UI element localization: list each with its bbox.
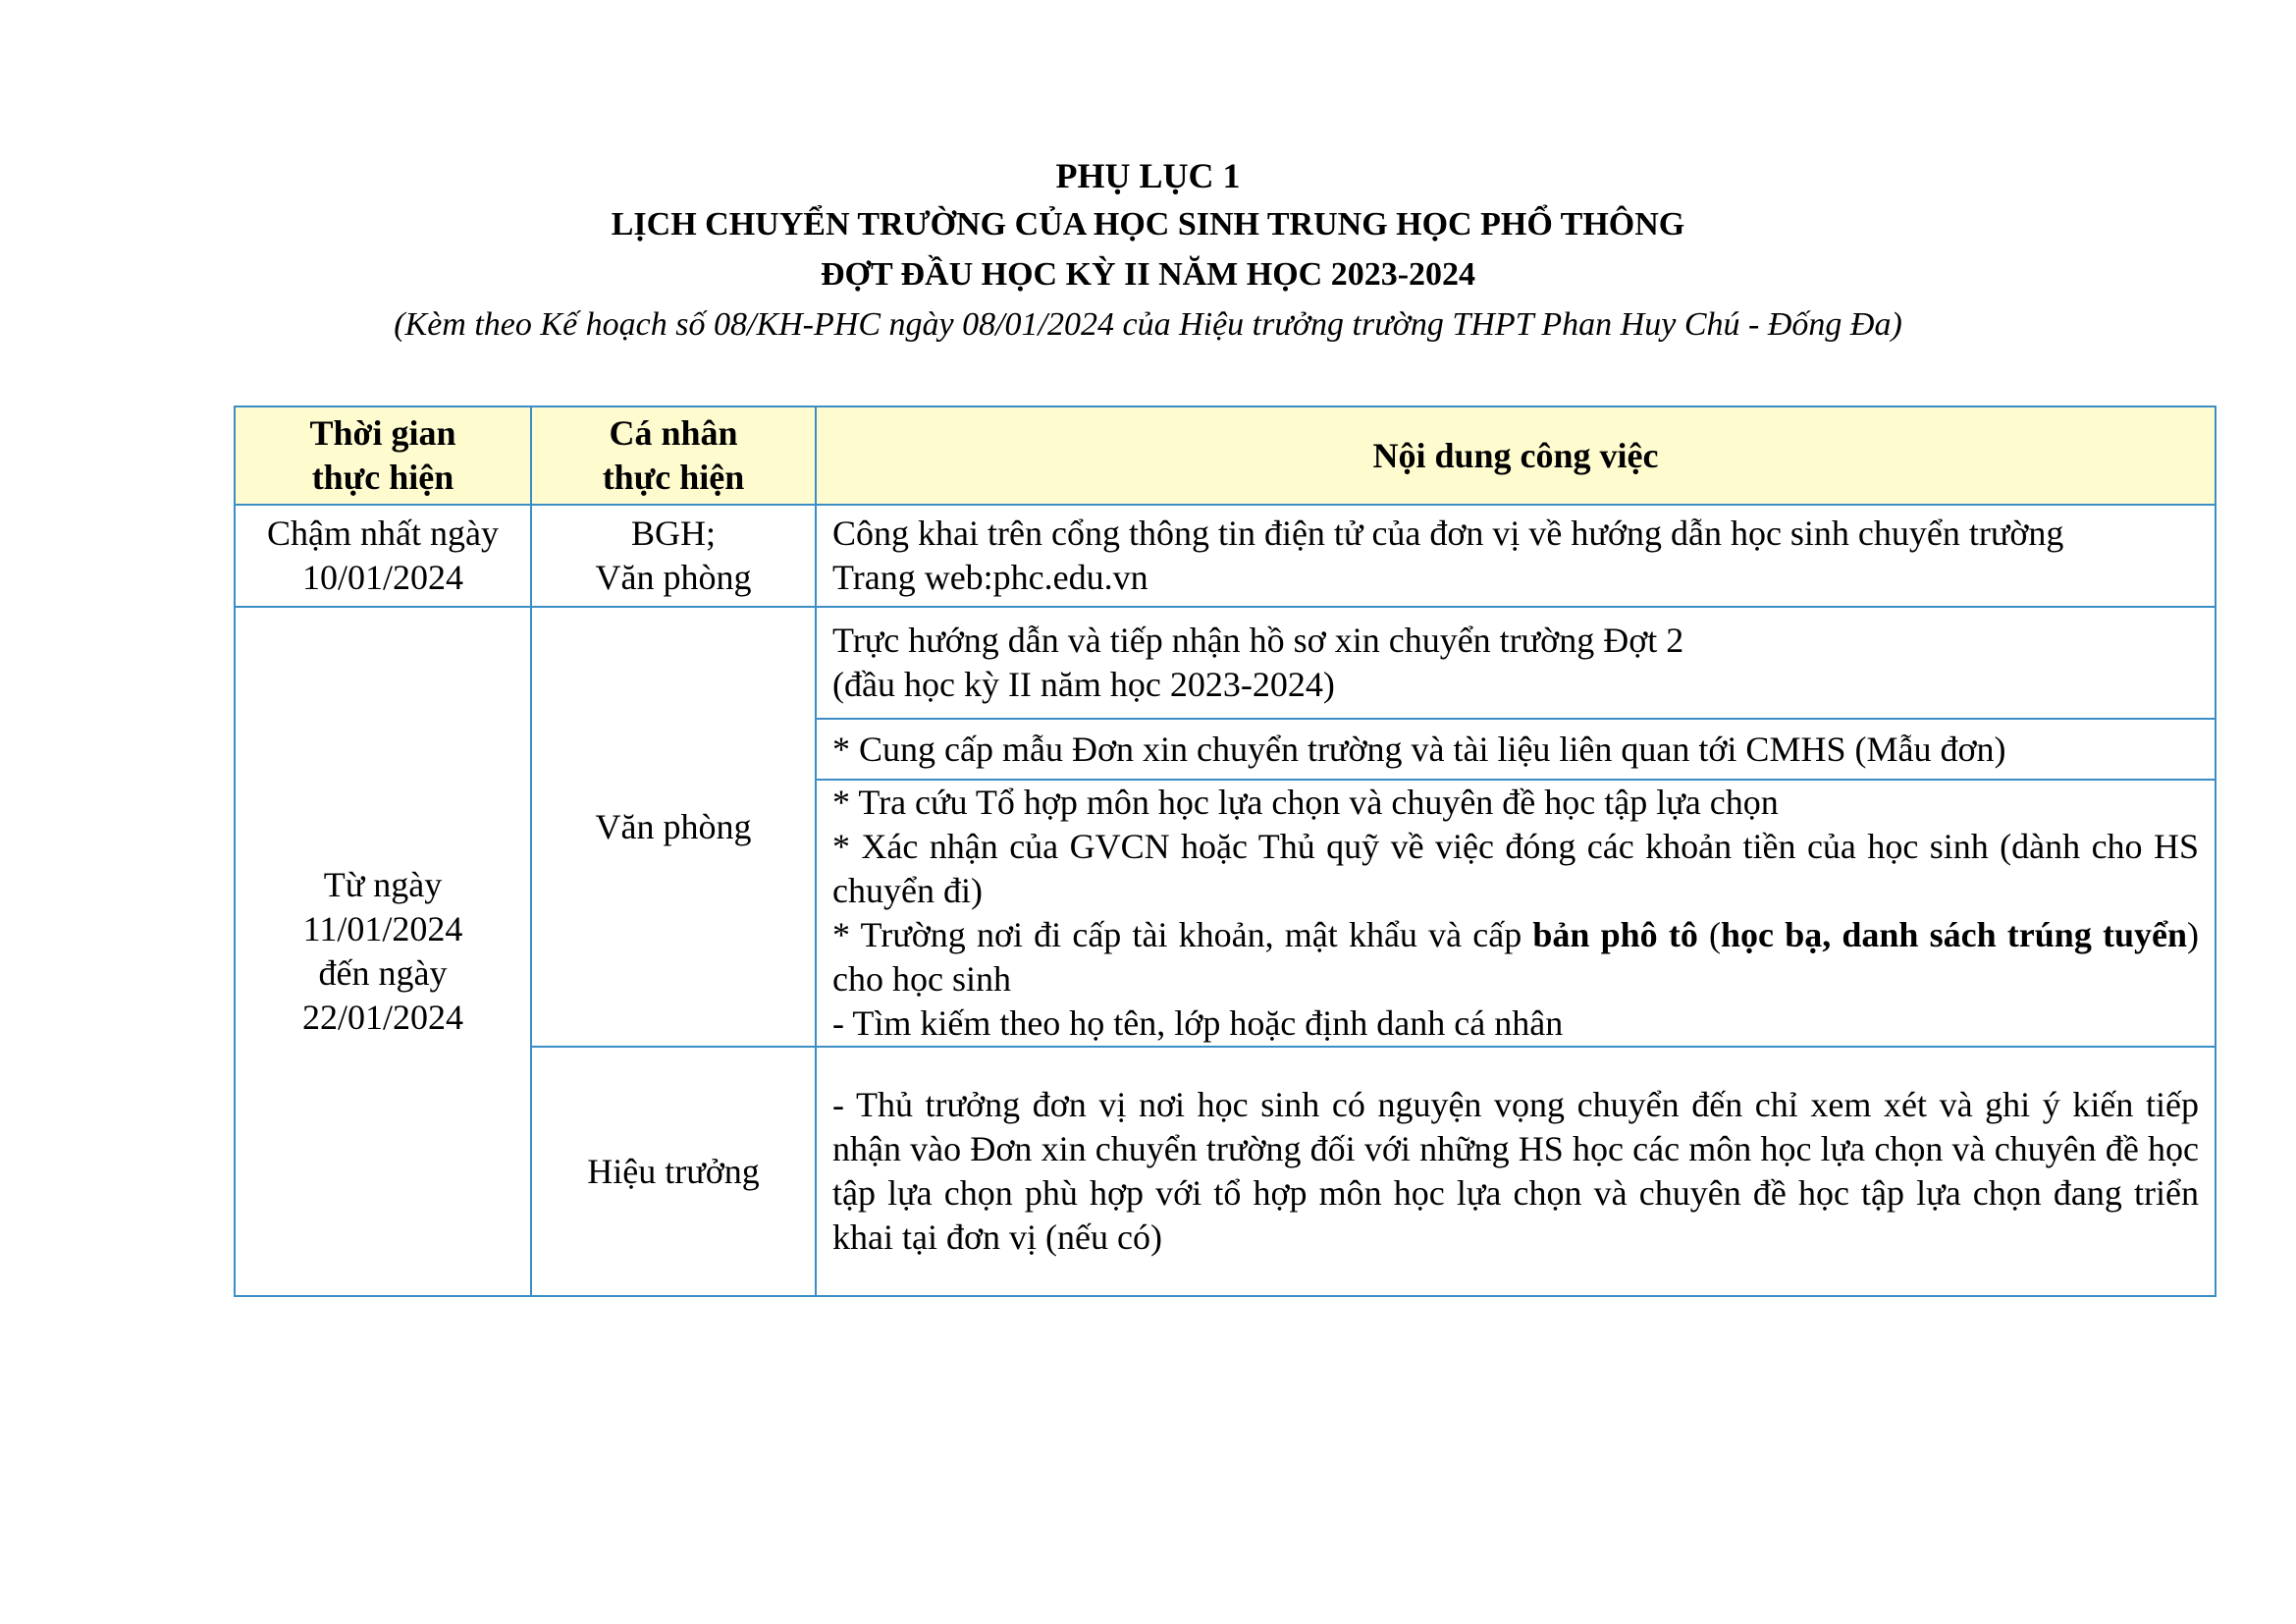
reference-note: (Kèm theo Kế hoạch số 08/KH-PHC ngày 08/01/2024 của Hiệu trưởng trường THPT Phan Huy Chú - Đống Đa)	[394, 306, 1902, 343]
row2-person-principal: Hiệu trưởng	[531, 1047, 816, 1296]
row1-content: Công khai trên cổng thông tin điện tử của đơn vị về hướng dẫn học sinh chuyển trường Trang web:phc.edu.vn	[816, 505, 2216, 607]
schedule-table	[234, 406, 2216, 1297]
row1-time: Chậm nhất ngày 10/01/2024	[235, 505, 531, 607]
row2-content-d: - Thủ trưởng đơn vị nơi học sinh có nguyện vọng chuyển đến chỉ xem xét và ghi ý kiến tiếp nhận vào Đơn xin chuyển trường đối với những HS học các môn học lựa chọn và chuyên đề học tập lựa chọn phù hợp với tổ hợp môn học lựa chọn và chuyên đề học tập lựa chọn đang triển khai tại đơn vị (nếu có)	[816, 1047, 2216, 1296]
schedule-title: LỊCH CHUYỂN TRƯỜNG CỦA HỌC SINH TRUNG HỌC PHỔ THÔNG	[611, 206, 1685, 243]
row2-person-office: Văn phòng	[531, 607, 816, 1047]
header-person: Cá nhân thực hiện	[531, 406, 816, 505]
row1-person: BGH; Văn phòng	[531, 505, 816, 607]
table-row	[235, 505, 2216, 607]
table-row	[235, 607, 2216, 719]
row2-content-c-line3: * Trường nơi đi cấp tài khoản, mật khẩu và cấp bản phô tô (học bạ, danh sách trúng tuyển) cho học sinh	[832, 915, 2200, 999]
schedule-period: ĐỢT ĐẦU HỌC KỲ II NĂM HỌC 2023-2024	[820, 256, 1476, 293]
appendix-title: PHỤ LỤC 1	[1055, 156, 1241, 195]
row2-content-c: * Tra cứu Tổ hợp môn học lựa chọn và chuyên đề học tập lựa chọn * Xác nhận của GVCN hoặc Thủ quỹ về việc đóng các khoản tiền của học sinh (dành cho HS chuyển đi) * Trường nơi đi cấp tài khoản, mật khẩu và cấp bản phô tô (học bạ, danh sách trúng tuyển) cho học sinh - Tìm kiếm theo họ tên, lớp hoặc định danh cá nhân	[816, 780, 2216, 1047]
row2-content-b: * Cung cấp mẫu Đơn xin chuyển trường và tài liệu liên quan tới CMHS (Mẫu đơn)	[816, 719, 2216, 780]
table-header-row	[235, 406, 2216, 505]
row2-content-a: Trực hướng dẫn và tiếp nhận hồ sơ xin chuyển trường Đợt 2 (đầu học kỳ II năm học 2023-2024)	[816, 607, 2216, 719]
header-time: Thời gian thực hiện	[235, 406, 531, 505]
header-content: Nội dung công việc	[816, 406, 2216, 505]
table-row	[235, 1047, 2216, 1296]
row2-time: Từ ngày 11/01/2024 đến ngày 22/01/2024	[235, 607, 531, 1296]
